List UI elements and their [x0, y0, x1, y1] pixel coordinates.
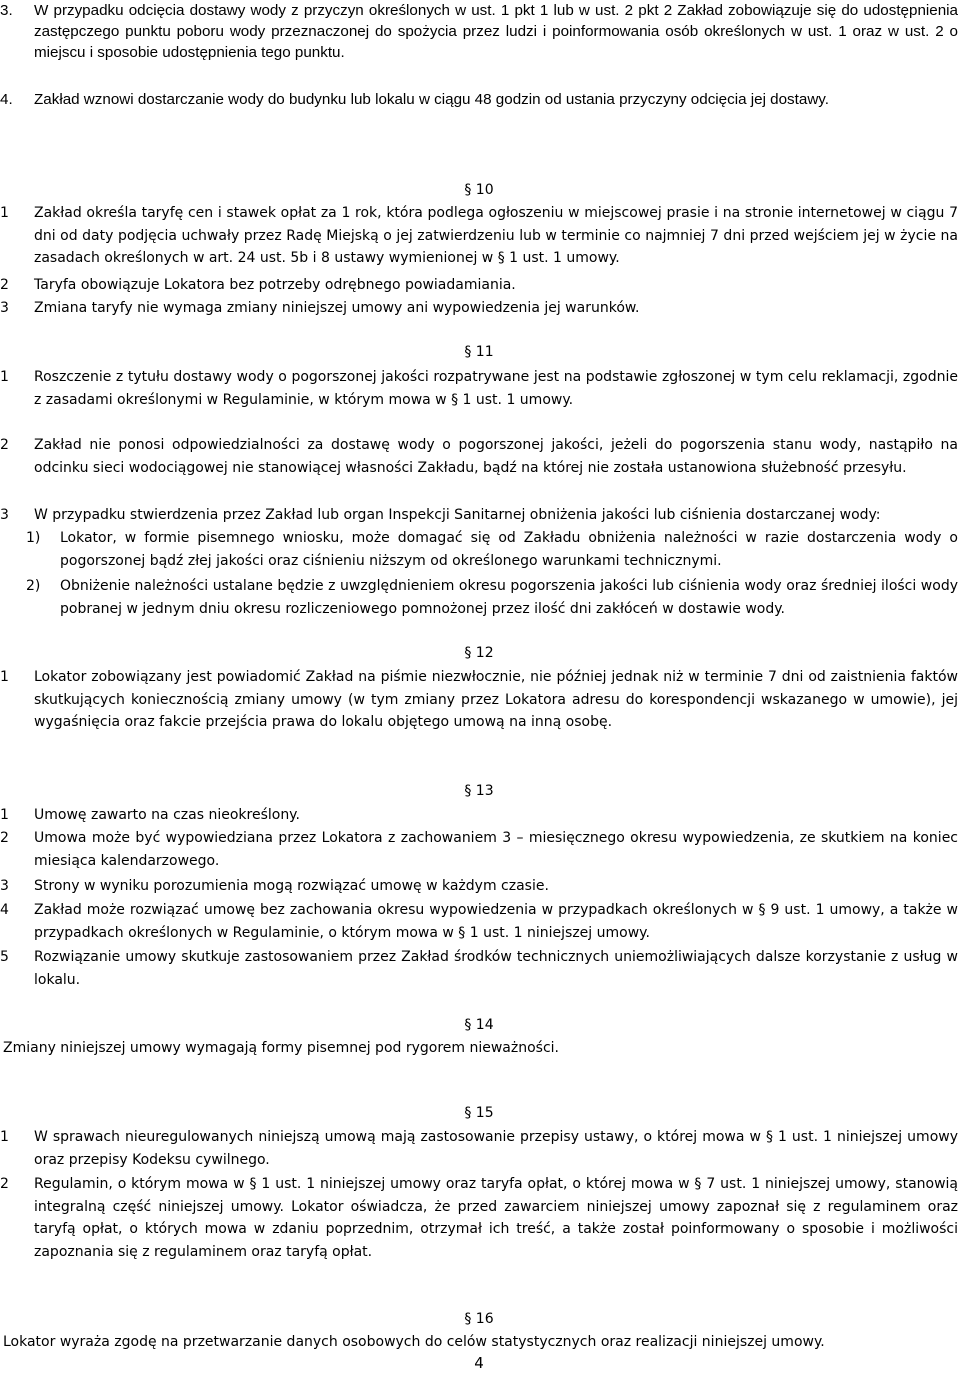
item-text: Zakład wznowi dostarczanie wody do budynku lub lokalu w ciągu 48 godzin od ustania przyczyny odcięcia jej dostawy. — [34, 91, 829, 108]
item-text: Zakład określa taryfę cen i stawek opłat za 1 rok, która podlega ogłoszeniu w miejscowej prasie i na stronie internetowej w ciągu 7 dni od daty podjęcia uchwały przez Radę Miejską o jej zatwierdzeniu lub w terminie co najmniej 7 dni przed wejściem jej w życie na zasadach określonych w art. 24 ust. 5b i 8 ustawy wymienionej w § 1 ust. 1 umowy. — [34, 205, 958, 266]
item-number: 1 — [0, 807, 9, 823]
item-text: Regulamin, o którym mowa w § 1 ust. 1 niniejszej umowy oraz taryfa opłat, o której mowa w § 7 ust. 1 niniejszej umowy, stanowią integralną część niniejszej umowy. Lokator oświadcza, że przed zawarciem niniejszej umowy zapoznał się z regulaminem oraz taryfą opłat, o których mowa w zdaniu poprzednim, otrzymał ich treść, a także został poinformowany o sposobie i możliwości zapoznania się z regulaminem oraz taryfą opłat. — [34, 1176, 958, 1260]
section-heading-15: § 15 — [464, 1105, 494, 1121]
item-number: 3 — [0, 300, 9, 316]
section-heading-14: § 14 — [464, 1017, 494, 1033]
page-number: 4 — [474, 1354, 484, 1372]
section-heading-10: § 10 — [464, 182, 494, 198]
item-number: 1 — [0, 369, 9, 385]
subitem-text: Lokator, w formie pisemnego wniosku, może domagać się od Zakładu obniżenia należności w razie dostarczenia wody o pogorszonej bądź złej jakości oraz ciśnieniu niższym od określonego warunkami technicznymi. — [60, 530, 958, 569]
item-number: 5 — [0, 949, 9, 965]
section-heading-13: § 13 — [464, 783, 494, 799]
item-text: Zakład może rozwiązać umowę bez zachowania okresu wypowiedzenia w przypadkach określonych w § 9 ust. 1 umowy, a także w przypadkach określonych w Regulaminie, o którym mowa w § 1 ust. 1 niniejszej umowy. — [34, 902, 958, 941]
s14-text: Zmiany niniejszej umowy wymagają formy pisemnej pod rygorem nieważności. — [3, 1040, 560, 1056]
item-number: 2 — [0, 437, 9, 453]
item-number: 2 — [0, 830, 9, 846]
item-number: 4. — [0, 91, 13, 108]
item-text: W sprawach nieuregulowanych niniejszą umową mają zastosowanie przepisy ustawy, o której mowa w § 1 ust. 1 niniejszej umowy oraz przepisy Kodeksu cywilnego. — [34, 1129, 958, 1168]
item-text: Roszczenie z tytułu dostawy wody o pogorszonej jakości rozpatrywane jest na podstawie zgłoszonej w tym celu reklamacji, zgodnie z zasadami określonymi w Regulaminie, w którym mowa w § 1 ust. 1 umowy. — [34, 369, 958, 408]
section-heading-16: § 16 — [464, 1311, 494, 1327]
item-text: Umowa może być wypowiedziana przez Lokatora z zachowaniem 3 – miesięcznego okresu wypowiedzenia, ze skutkiem na koniec miesiąca kalendarzowego. — [34, 830, 958, 869]
item-text: Rozwiązanie umowy skutkuje zastosowaniem przez Zakład środków technicznych uniemożliwiających dalsze korzystanie z usług w lokalu. — [34, 949, 958, 988]
item-text: W przypadku odcięcia dostawy wody z przyczyn określonych w ust. 1 pkt 1 lub w ust. 2 pkt 2 Zakład zobowiązuje się do udostępnienia zastępczego punktu poboru wody przeznaczonej do spożycia przez ludzi i poinformowania osób określonych w ust. 1 oraz w ust. 2 o miejscu i sposobie udostępnienia tego punktu. — [34, 2, 958, 61]
item-number: 3 — [0, 878, 9, 894]
item-number: 3. — [0, 2, 13, 19]
item-number: 1 — [0, 669, 9, 685]
item-number: 2 — [0, 1176, 9, 1192]
item-text: Lokator zobowiązany jest powiadomić Zakład na piśmie niezwłocznie, nie później jednak niż w terminie 7 dni od zaistnienia faktów skutkujących koniecznością zmiany umowy (w tym zmiany przez Lokatora adresu do korespondencji wskazanego w umowie), jej wygaśnięcia oraz fakcie przejścia prawa do lokalu objętego umową na inną osobę. — [34, 669, 958, 730]
subitem-number: 1) — [26, 530, 41, 546]
item-text: Umowę zawarto na czas nieokreślony. — [34, 807, 300, 823]
s16-text: Lokator wyraża zgodę na przetwarzanie danych osobowych do celów statystycznych oraz realizacji niniejszej umowy. — [3, 1334, 825, 1350]
item-number: 3 — [0, 507, 9, 523]
item-number: 4 — [0, 902, 9, 918]
item-number: 2 — [0, 277, 9, 293]
section-heading-11: § 11 — [464, 344, 494, 360]
item-text: Zakład nie ponosi odpowiedzialności za dostawę wody o pogorszonej jakości, jeżeli do pogorszenia stanu wody, nastąpiło na odcinku sieci wodociągowej nie stanowiącej własności Zakładu, bądź na której nie została ustanowiona służebność przesyłu. — [34, 437, 958, 476]
section-heading-12: § 12 — [464, 645, 494, 661]
item-number: 1 — [0, 1129, 9, 1145]
item-text: Strony w wyniku porozumienia mogą rozwiązać umowę w każdym czasie. — [34, 878, 549, 894]
subitem-number: 2) — [26, 578, 41, 594]
item-text: Taryfa obowiązuje Lokatora bez potrzeby odrębnego powiadamiania. — [34, 277, 516, 293]
item-number: 1 — [0, 205, 9, 221]
item-text: Zmiana taryfy nie wymaga zmiany niniejszej umowy ani wypowiedzenia jej warunków. — [34, 300, 640, 316]
subitem-text: Obniżenie należności ustalane będzie z uwzględnieniem okresu pogorszenia jakości lub ciśnienia wody oraz średniej ilości wody pobranej w jednym dniu okresu rozliczeniowego pomnożonej przez ilość dni zakłóceń w dostawie wody. — [60, 578, 958, 617]
item-text: W przypadku stwierdzenia przez Zakład lub organ Inspekcji Sanitarnej obniżenia jakości lub ciśnienia dostarczanej wody: — [34, 507, 881, 523]
